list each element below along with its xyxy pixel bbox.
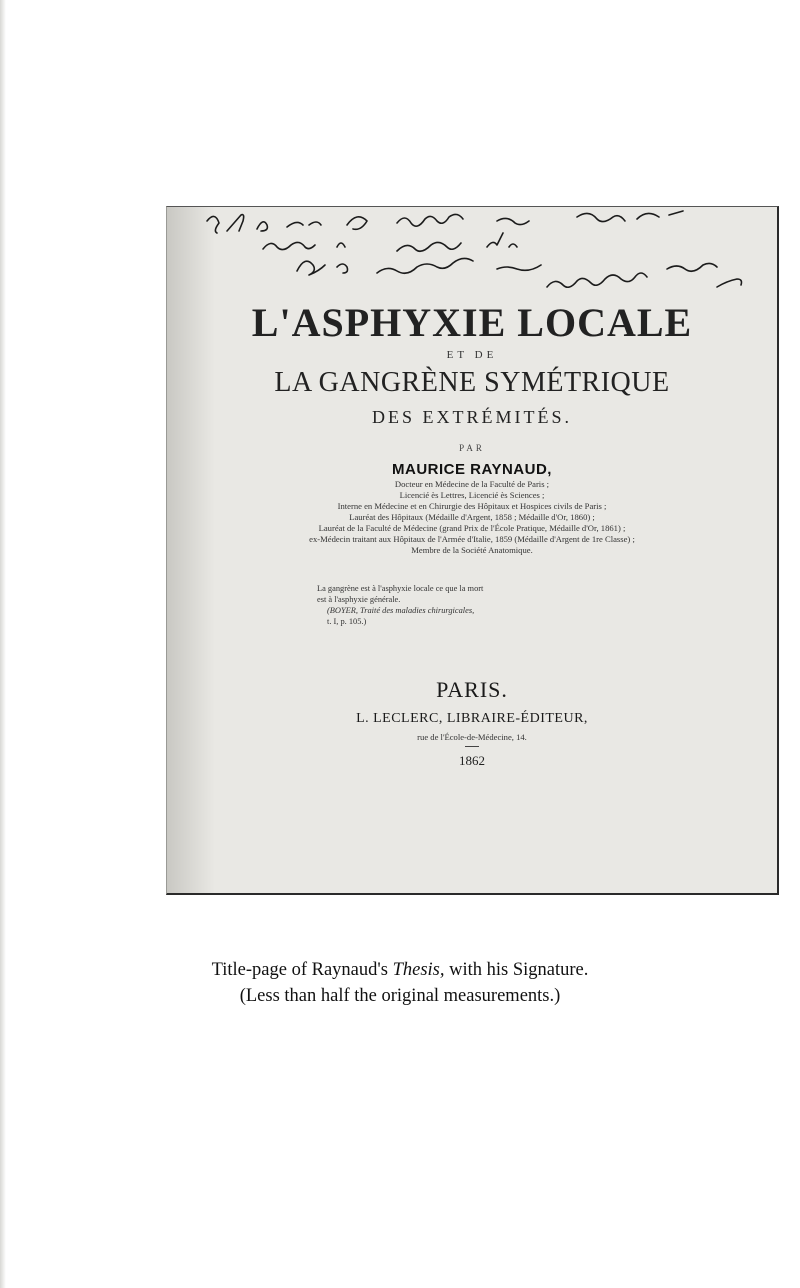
publisher: L. LECLERC, LIBRAIRE-ÉDITEUR, — [356, 711, 588, 726]
credential-line: Interne en Médecine et en Chirurgie des Hôpitaux et Hospices civils de Paris ; — [337, 501, 607, 511]
publication-year: 1862 — [459, 753, 485, 768]
divider — [465, 746, 479, 747]
caption-italic: Thesis, — [392, 960, 445, 980]
credential-line: Lauréat de la Faculté de Médecine (grand Prix de l'École Pratique, Médaille d'Or, 1861) ; — [318, 523, 626, 533]
title-page-plate — [166, 206, 779, 895]
author-name: MAURICE RAYNAUD, — [392, 461, 552, 478]
credential-line: ex-Médecin traitant aux Hôpitaux de l'Armée d'Italie, 1859 (Médaille d'Argent de 1re Classe) ; — [309, 534, 635, 544]
signature-scribble — [197, 207, 772, 297]
epigraph-citation: (BOYER, Traité des maladies chirurgicales, — [327, 606, 475, 615]
credential-line: Lauréat des Hôpitaux (Médaille d'Argent, 1858 ; Médaille d'Or, 1860) ; — [349, 512, 595, 522]
by-label: PAR — [459, 443, 485, 453]
epigraph-line: La gangrène est à l'asphyxie locale ce que la mort — [317, 584, 484, 593]
publication-city: PARIS. — [436, 677, 508, 702]
handwritten-signature — [197, 207, 772, 297]
credential-line: Licencié ès Lettres, Licencié ès Sciences ; — [399, 490, 545, 500]
credential-line: Membre de la Société Anatomique. — [411, 545, 533, 555]
caption-text-b: with his Signature. — [444, 960, 589, 980]
epigraph-line: est à l'asphyxie générale. — [317, 595, 401, 604]
figure-caption-note: (Less than half the original measurements.) — [239, 986, 561, 1006]
figure-caption — [0, 960, 800, 981]
title-subtitle-2: DES EXTRÉMITÉS. — [372, 407, 572, 427]
publisher-address: rue de l'École-de-Médecine, 14. — [417, 732, 527, 742]
epigraph-citation: t. I, p. 105.) — [327, 617, 367, 626]
title-subtitle: LA GANGRÈNE SYMÉTRIQUE — [274, 367, 670, 398]
page-edge — [0, 0, 6, 1288]
title-conjunction: ET DE — [446, 349, 498, 361]
credential-line: Docteur en Médecine de la Faculté de Paris ; — [394, 479, 550, 489]
caption-text-a: Title-page of Raynaud's — [211, 960, 393, 980]
title-main: L'ASPHYXIE LOCALE — [251, 300, 693, 345]
